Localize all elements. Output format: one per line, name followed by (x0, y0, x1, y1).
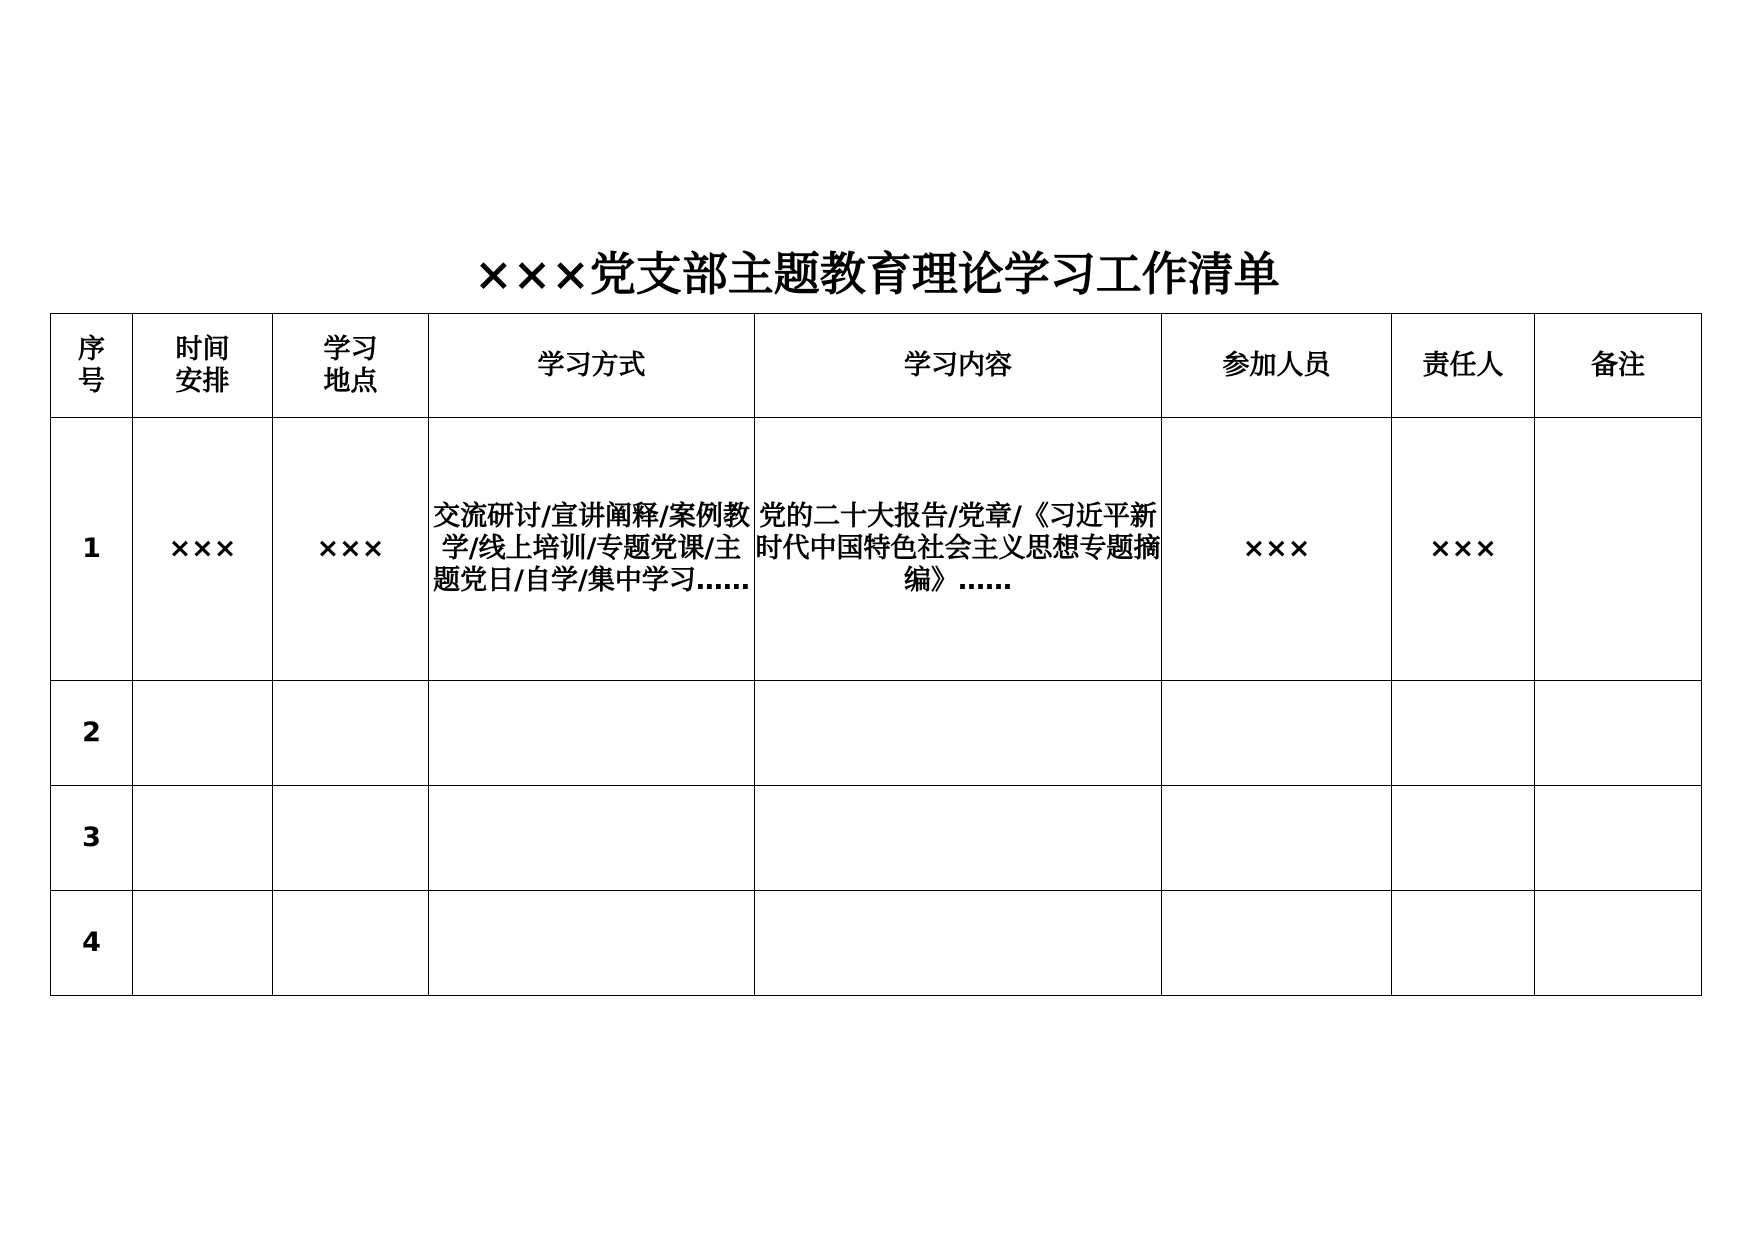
header-participants: 参加人员 (1162, 314, 1392, 418)
cell-seq: 1 (51, 418, 133, 681)
cell-participants (1162, 681, 1392, 786)
cell-method (429, 786, 755, 891)
cell-notes (1535, 418, 1702, 681)
header-time-line-1: 时间 (175, 333, 230, 365)
cell-notes (1535, 681, 1702, 786)
cell-time (133, 681, 273, 786)
cell-content (755, 681, 1162, 786)
cell-participants (1162, 786, 1392, 891)
cell-notes (1535, 891, 1702, 996)
cell-time (133, 786, 273, 891)
cell-content (755, 786, 1162, 891)
cell-time (133, 891, 273, 996)
header-responsible: 责任人 (1392, 314, 1535, 418)
table-row (51, 891, 1702, 996)
cell-responsible: ××× (1392, 418, 1535, 681)
cell-participants: ××× (1162, 418, 1392, 681)
cell-responsible (1392, 681, 1535, 786)
header-time (133, 314, 273, 418)
cell-place: ××× (273, 418, 429, 681)
work-list-table (50, 313, 1702, 996)
header-seq (51, 314, 133, 418)
table-header-row (51, 314, 1702, 418)
cell-content: 党的二十大报告/党章/《习近平新时代中国特色社会主义思想专题摘编》…… (755, 418, 1162, 681)
header-seq-line-2: 号 (78, 365, 105, 397)
table-row (51, 786, 1702, 891)
header-notes: 备注 (1535, 314, 1702, 418)
cell-method (429, 681, 755, 786)
cell-place (273, 891, 429, 996)
cell-method: 交流研讨/宣讲阐释/案例教学/线上培训/专题党课/主题党日/自学/集中学习…… (429, 418, 755, 681)
header-time-line-2: 安排 (175, 365, 230, 397)
cell-responsible (1392, 786, 1535, 891)
header-place (273, 314, 429, 418)
header-place-line-1: 学习 (323, 333, 378, 365)
header-seq-line-1: 序 (78, 333, 105, 365)
cell-notes (1535, 786, 1702, 891)
cell-seq: 2 (51, 681, 133, 786)
cell-content (755, 891, 1162, 996)
table-row (51, 681, 1702, 786)
cell-participants (1162, 891, 1392, 996)
cell-method (429, 891, 755, 996)
cell-time: ××× (133, 418, 273, 681)
cell-place (273, 786, 429, 891)
table-row (51, 418, 1702, 681)
cell-responsible (1392, 891, 1535, 996)
header-method: 学习方式 (429, 314, 755, 418)
header-content: 学习内容 (755, 314, 1162, 418)
cell-place (273, 681, 429, 786)
cell-seq: 3 (51, 786, 133, 891)
cell-seq: 4 (51, 891, 133, 996)
page-title: ×××党支部主题教育理论学习工作清单 (474, 247, 1280, 301)
header-place-line-2: 地点 (323, 365, 378, 397)
